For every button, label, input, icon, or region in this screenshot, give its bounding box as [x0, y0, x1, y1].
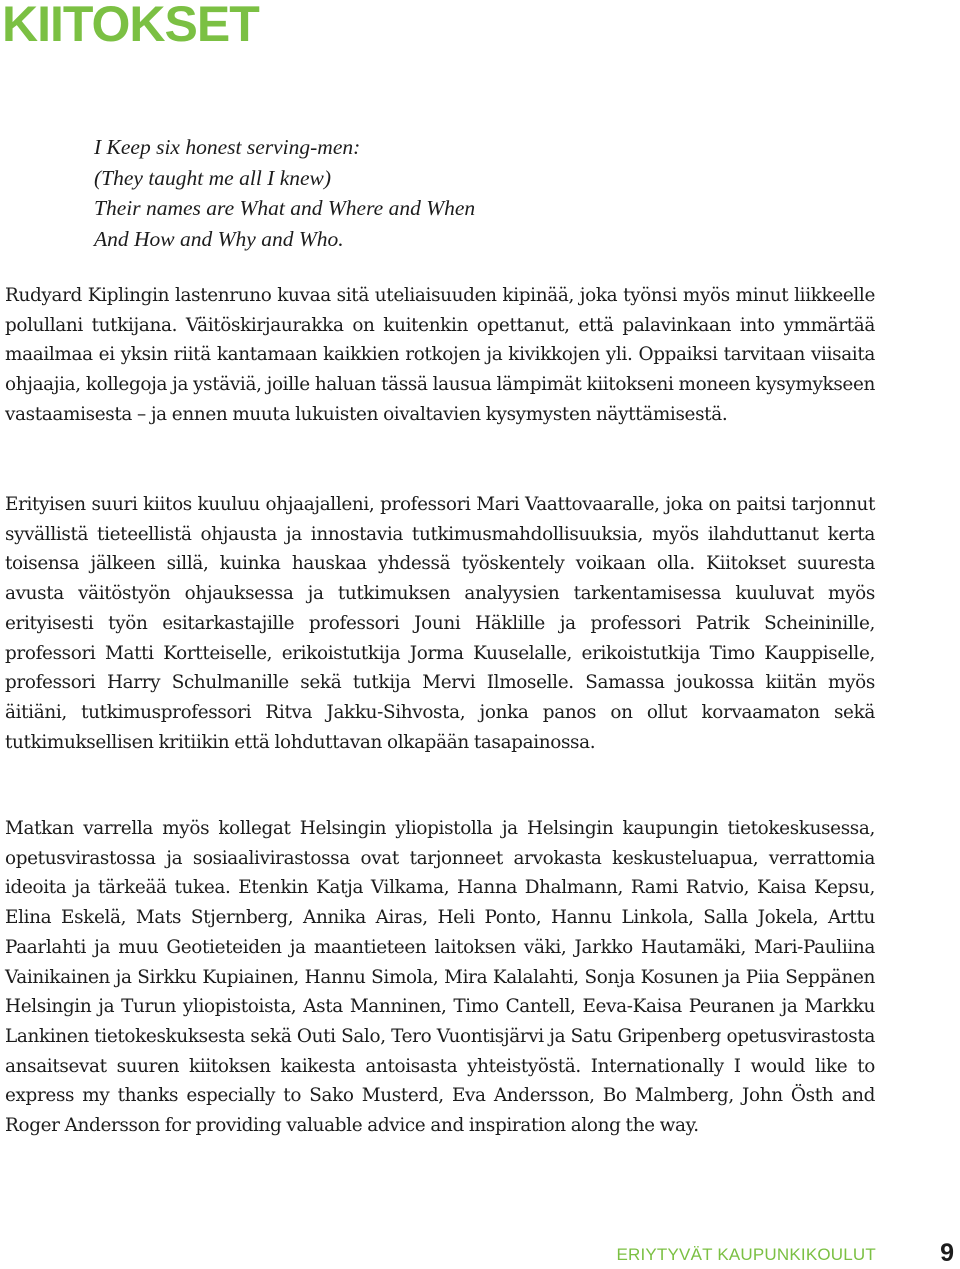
- poem-line: Their names are What and Where and When: [94, 196, 476, 220]
- poem-line: (They taught me all I knew): [94, 165, 332, 190]
- poem-line: I Keep six honest serving-men:: [94, 135, 361, 159]
- paragraph-supervisors: Erityisen suuri kiitos kuuluu ohjaajalleni, professori Mari Vaattovaaralle, joka on paitsi tarjonnut syvällistä tieteellistä ohjausta ja innostavia tutkimusmahdollisuuksia, myös ilahduttanut kerta toisensa jälkeen sillä, kuinka hauskaa yhdessä työskentely voikaan olla. Kiitokset suuresta avusta väitöstyön ohjauksessa ja tutkimuksen analyysien tarkentamisessa kuuluvat myös erityisesti työn esitarkastajille professori Jouni Häklille ja professori Patrik Scheininille, professori Matti Kortteiselle, erikoistutkija Jorma Kuuselalle, erikoistutkija Timo Kauppiselle, professori Harry Schulmanille sekä tutkija Mervi Ilmoselle. Samassa joukossa kiitän myös äitiäni, tutkimusprofessori Ritva Jakku-Sihvosta, jonka panos on ollut korvaamaton sekä tutkimuksellisen kritiikin että lohduttavan olkapään tasapainossa.: [5, 494, 875, 753]
- running-footer-title: ERIYTYVÄT KAUPUNKIKOULUT: [616, 1245, 876, 1264]
- page-title: KIITOKSET: [2, 0, 259, 52]
- epigraph-poem: [94, 132, 475, 254]
- paragraph-colleagues: Matkan varrella myös kollegat Helsingin yliopistolla ja Helsingin kaupungin tietokeskusessa, opetusvirastossa ja sosiaalivirastossa ovat tarjonneet arvokasta keskusteluapua, verrattomia ideoita ja tärkeää tukea. Etenkin Katja Vilkama, Hanna Dhalmann, Rami Ratvio, Kaisa Kepsu, Elina Eskelä, Mats Stjernberg, Annika Airas, Heli Ponto, Hannu Linkola, Salla Jokela, Arttu Paarlahti ja muu Geotieteiden ja maantieteen laitoksen väki, Jarkko Hautamäki, Mari-Pauliina Vainikainen ja Sirkku Kupiainen, Hannu Simola, Mira Kalalahti, Sonja Kosunen ja Piia Seppänen Helsingin ja Turun yliopistoista, Asta Manninen, Timo Cantell, Eeva-Kaisa Peuranen ja Markku Lankinen tietokeskuksesta sekä Outi Salo, Tero Vuontisjärvi ja Satu Gripenberg opetusvirastosta ansaitsevat suuren kiitoksen kaikesta antoisasta yhteistyöstä. Internationally I would like to express my thanks especially to Sako Musterd, Eva Andersson, Bo Malmberg, John Östh and Roger Andersson for providing valuable advice and inspiration along the way.: [5, 818, 875, 1137]
- paragraph-intro: Rudyard Kiplingin lastenruno kuvaa sitä uteliaisuuden kipinää, joka työnsi myös minut liikkeelle polullani tutkijana. Väitöskirjaurakka on kuitenkin opettanut, että palavinkaan into ymmärtää maailmaa ei yksin riitä kantamaan kaikkien rotkojen ja kivikkojen yli. Oppaiksi tarvitaan viisaita ohjaajia, kollegoja ja ystäviä, joille haluan tässä lausua lämpimät kiitokseni moneen kysymykseen vastaamisesta – ja ennen muuta lukuisten oivaltavien kysymysten näyttämisestä.: [5, 285, 875, 425]
- poem-line: And How and Why and Who.: [94, 226, 344, 251]
- page-number: 9: [940, 1239, 954, 1267]
